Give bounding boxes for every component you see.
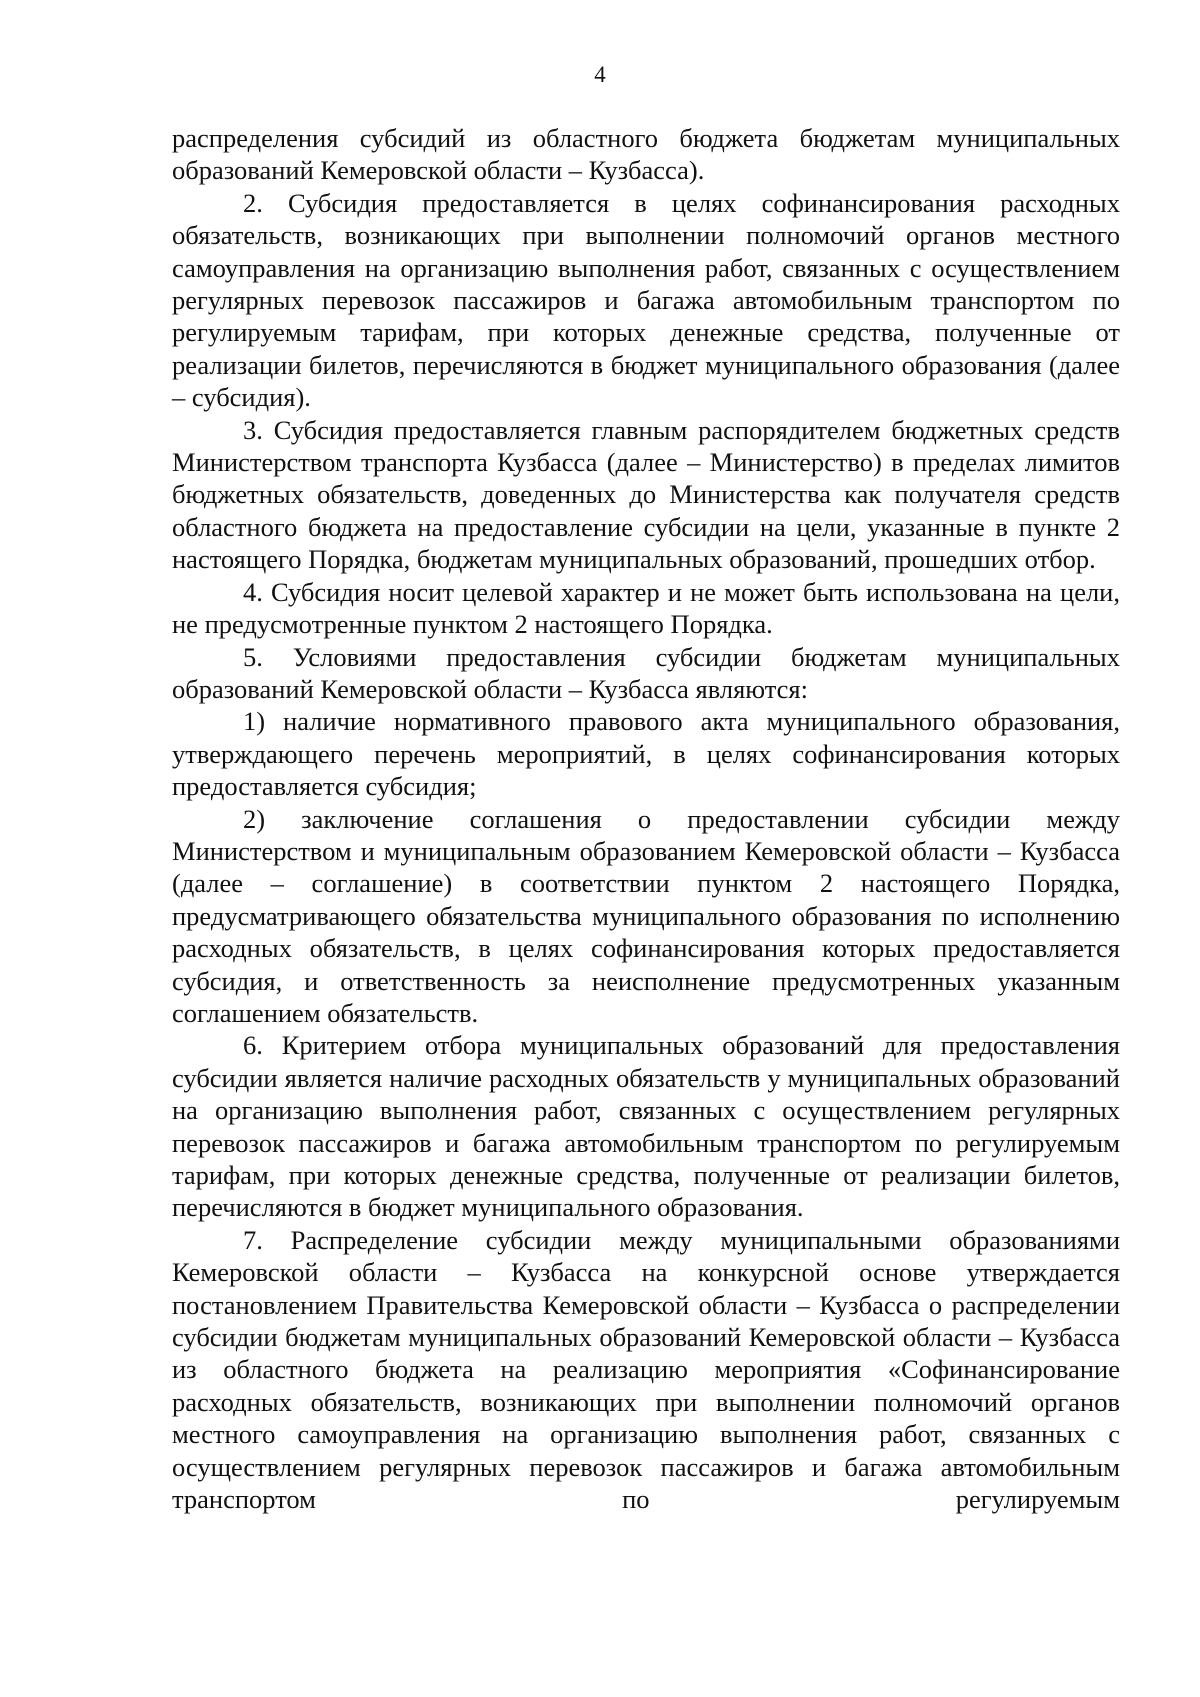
paragraph-item-3: 3. Субсидия предоставляется главным распорядителем бюджетных средств Министерством транспорта Кузбасса (далее – Министерство) в пределах лимитов бюджетных обязательств, доведенных до Министерства как получателя средств областного бюджета на предоставление субсидии на цели, указанные в пункте 2 настоящего Порядка, бюджетам муниципальных образований, прошедших отбор. [172,414,1120,575]
paragraph-item-5: 5. Условиями предоставления субсидии бюджетам муниципальных образований Кемеровской области – Кузбасса являются: [172,641,1120,704]
paragraph-item-2: 2. Субсидия предоставляется в целях софинансирования расходных обязательств, возникающих при выполнении полномочий органов местного самоуправления на организацию выполнения работ, связанных с осуществлением регулярных перевозок пассажиров и багажа автомобильным транспортом по регулируемым тарифам, при которых денежные средства, полученные от реализации билетов, перечисляются в бюджет муниципального образования (далее – субсидия). [172,187,1120,413]
paragraph-continuation: распределения субсидий из областного бюджета бюджетам муниципальных образований Кемеровской области – Кузбасса). [172,123,1120,186]
paragraph-item-4: 4. Субсидия носит целевой характер и не может быть использована на цели, не предусмотренные пунктом 2 настоящего Порядка. [172,576,1120,640]
page-number: 4 [594,62,606,87]
paragraph-subitem-1: 1) наличие нормативного правового акта муниципального образования, утверждающего перечень мероприятий, в целях софинансирования которых предоставляется субсидия; [172,706,1120,802]
paragraph-item-6: 6. Критерием отбора муниципальных образований для предоставления субсидии является наличие расходных обязательств у муниципальных образований на организацию выполнения работ, связанных с осуществлением регулярных перевозок пассажиров и багажа автомобильным транспортом по регулируемым тарифам, при которых денежные средства, полученные от реализации билетов, перечисляются в бюджет муниципального образования. [172,1030,1120,1223]
paragraph-subitem-2: 2) заключение соглашения о предоставлении субсидии между Министерством и муниципальным образованием Кемеровской области – Кузбасса (далее – соглашение) в соответствии пунктом 2 настоящего Порядка, предусматривающего обязательства муниципального образования по исполнению расходных обязательств, в целях софинансирования которых предоставляется субсидия, и ответственность за неисполнение предусмотренных указанным соглашением обязательств. [172,803,1120,1028]
paragraph-item-7: 7. Распределение субсидии между муниципальными образованиями Кемеровской области – Кузбасса на конкурсной основе утверждается постановлением Правительства Кемеровской области – Кузбасса о распределении субсидии бюджетам муниципальных образований Кемеровской области – Кузбасса из областного бюджета на реализацию мероприятия «Софинансирование расходных обязательств, возникающих при выполнении полномочий органов местного самоуправления на организацию выполнения работ, связанных с осуществлением регулярных перевозок пассажиров и багажа автомобильным транспортом по регулируемым [172,1224,1120,1515]
document-body [172,122,1120,1515]
